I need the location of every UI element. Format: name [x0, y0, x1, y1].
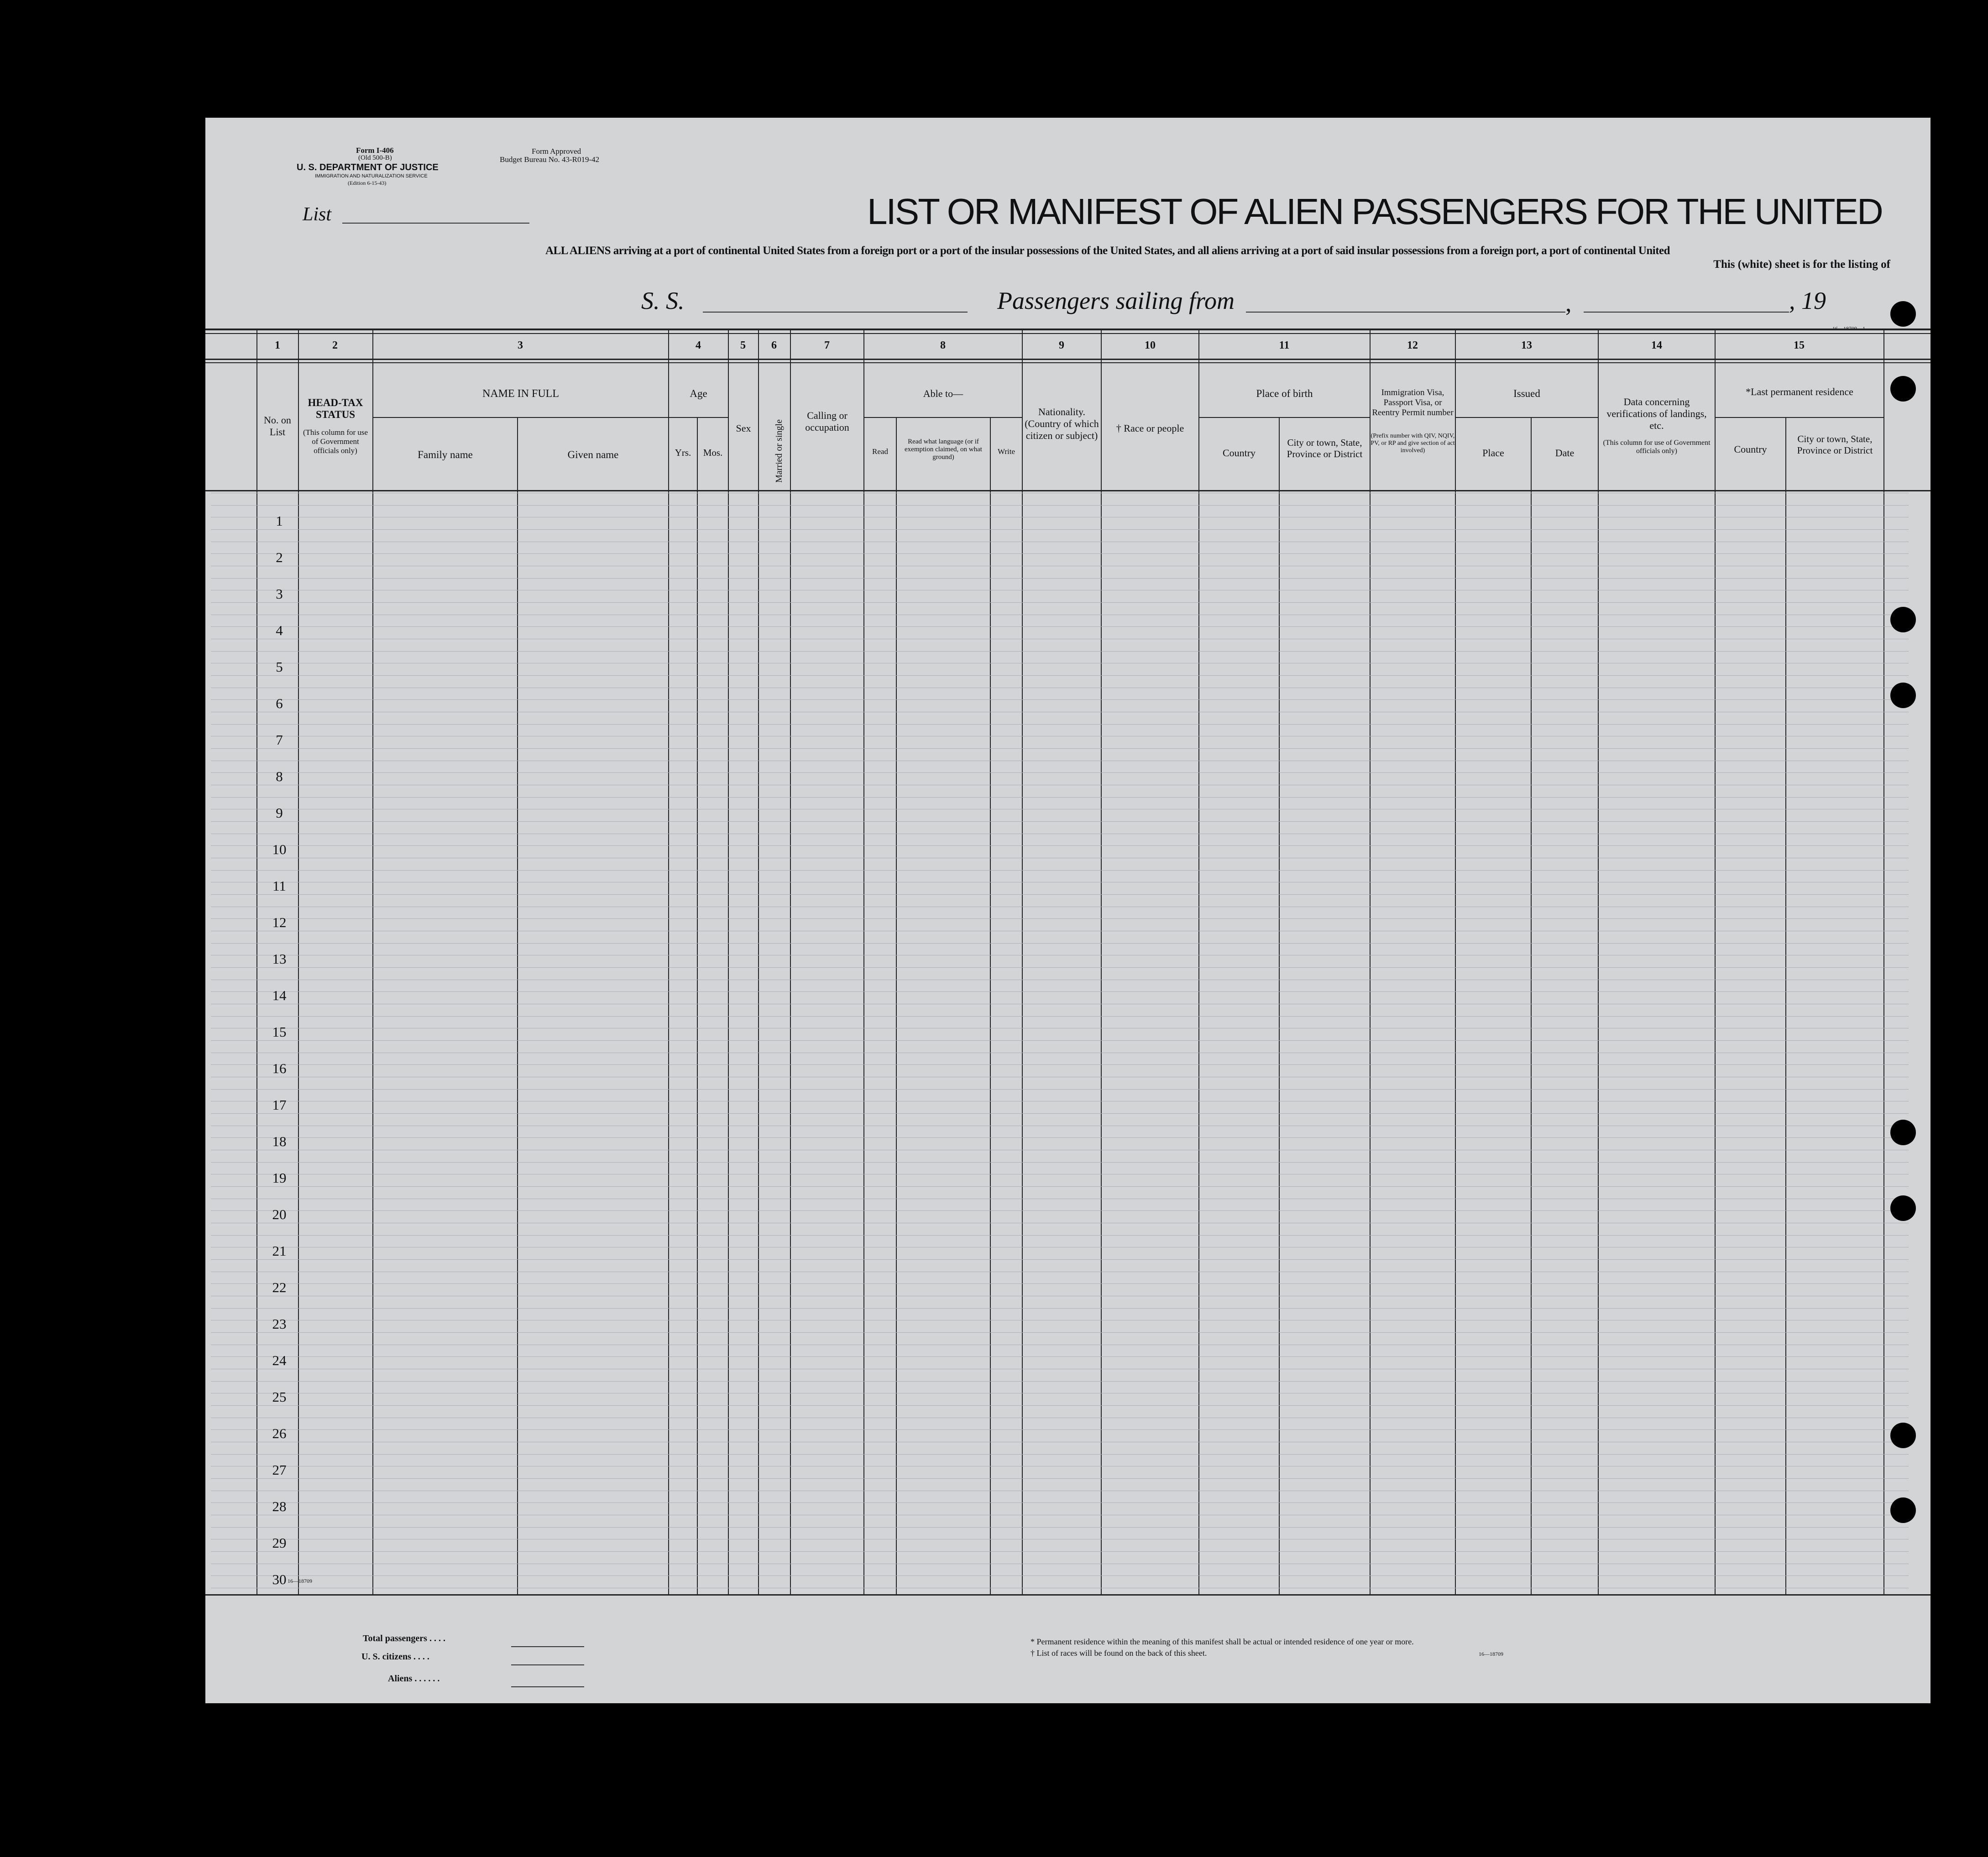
ruled-line	[211, 675, 1909, 676]
row-number: 10	[272, 841, 287, 857]
subheader-rule-name	[373, 417, 669, 418]
ruled-line	[211, 1308, 1909, 1309]
header-race: † Race or people	[1116, 423, 1184, 434]
ruled-line	[211, 943, 1909, 944]
ruled-line	[211, 1575, 1909, 1576]
subheader-rule-birth	[1198, 417, 1370, 418]
ruled-line	[211, 724, 1909, 725]
header-name-in-full: NAME IN FULL	[482, 388, 559, 400]
row-number: 13	[272, 951, 287, 967]
ruled-line	[211, 1137, 1909, 1138]
binder-hole	[1890, 1423, 1916, 1448]
row-number: 24	[272, 1352, 287, 1368]
row-number: 4	[276, 622, 283, 638]
ruled-line	[211, 1551, 1909, 1552]
sailing-from-label: Passengers sailing from	[997, 287, 1235, 314]
row-number: 27	[272, 1462, 287, 1478]
ruled-line	[211, 1381, 1909, 1382]
binder-hole	[1890, 607, 1916, 632]
column-number: 4	[696, 339, 701, 351]
row-number: 16	[272, 1060, 287, 1076]
header-issued-place: Place	[1482, 447, 1504, 459]
row-number: 17	[272, 1097, 287, 1113]
form-number: Form I-406	[356, 146, 394, 155]
old-form-number: (Old 500-B)	[358, 154, 392, 162]
row-number: 29	[272, 1535, 287, 1551]
ruled-line	[211, 626, 1909, 627]
ruled-line	[211, 797, 1909, 798]
row-number: 1	[276, 513, 283, 529]
ss-label: S. S.	[641, 287, 685, 314]
ruled-line	[211, 578, 1909, 579]
ruled-line	[211, 1162, 1909, 1163]
binder-hole	[1890, 301, 1916, 327]
ruled-line	[211, 1016, 1909, 1017]
ship-line-comma: ,	[1565, 289, 1572, 317]
total-passengers-label: Total passengers . . . .	[363, 1633, 445, 1643]
header-married-single: Married or single	[774, 419, 784, 483]
header-issued-date: Date	[1555, 447, 1575, 459]
total-passengers-blank	[511, 1646, 584, 1647]
column-number-rule	[205, 359, 1930, 360]
header-rule-top-2	[205, 333, 1930, 334]
row-number: 28	[272, 1498, 287, 1514]
service-name: IMMIGRATION AND NATURALIZATION SERVICE	[315, 173, 428, 179]
footnote-code: 16—18709	[1479, 1651, 1503, 1657]
us-citizens-label: U. S. citizens . . . .	[361, 1652, 429, 1662]
header-data-note: (This column for use of Government officials only)	[1603, 439, 1711, 455]
subtitle-line-2: This (white) sheet is for the listing of	[1713, 258, 1890, 271]
column-number: 12	[1407, 339, 1418, 351]
year-prefix: , 19	[1789, 287, 1826, 314]
ruled-line	[211, 870, 1909, 871]
table-bottom-rule	[205, 1594, 1930, 1596]
ruled-line	[211, 748, 1909, 749]
row-number: 12	[272, 914, 287, 930]
manifest-title: LIST OR MANIFEST OF ALIEN PASSENGERS FOR THE UNITED	[867, 191, 1882, 232]
ruled-line	[211, 1089, 1909, 1090]
ruled-line	[211, 894, 1909, 895]
subheader-rule-residence	[1715, 417, 1883, 418]
row-number: 15	[272, 1024, 287, 1040]
header-calling: Calling or occupation	[805, 410, 849, 433]
ruled-line	[211, 1186, 1909, 1187]
header-head-tax: HEAD-TAX STATUS	[308, 397, 363, 420]
header-write: Write	[997, 447, 1015, 456]
ruled-line	[211, 699, 1909, 700]
binder-hole	[1890, 1120, 1916, 1145]
us-citizens-blank	[511, 1664, 584, 1665]
subtitle-line-1: ALL ALIENS arriving at a port of continental United States from a foreign port or a port of the insular possessions of the United States, and all aliens arriving at a port of said insular possessions from a foreign port, a port of continental United	[545, 245, 1670, 257]
binder-hole	[1890, 1195, 1916, 1221]
footnote-races: † List of races will be found on the back of this sheet.	[1031, 1648, 1207, 1658]
aliens-label: Aliens . . . . . .	[388, 1674, 440, 1684]
manifest-sheet	[205, 118, 1930, 1703]
ruled-line	[211, 1210, 1909, 1211]
ss-blank-line	[703, 312, 968, 313]
edition-note: (Edition 6-15-43)	[348, 180, 387, 186]
column-number: 1	[275, 339, 280, 351]
row-number: 9	[276, 805, 283, 821]
header-place-of-birth: Place of birth	[1256, 388, 1313, 399]
header-age: Age	[690, 388, 707, 399]
row-number: 23	[272, 1316, 287, 1332]
budget-bureau: Budget Bureau No. 43-R019-42	[500, 155, 600, 164]
list-blank-line	[342, 223, 529, 224]
approval-note: Form Approved	[532, 147, 581, 156]
header-residence-city: City or town, State, Province or District	[1797, 433, 1873, 456]
row-number: 19	[272, 1170, 287, 1186]
ruled-line	[211, 1429, 1909, 1430]
header-birth-city: City or town, State, Province or District	[1287, 437, 1363, 459]
header-visa: Immigration Visa, Passport Visa, or Reentry Permit number	[1372, 388, 1454, 417]
header-read: Read	[872, 447, 888, 456]
footnote-permanent-residence: * Permanent residence within the meaning of this manifest shall be actual or intended residence of one year or more.	[1031, 1637, 1414, 1646]
header-sex: Sex	[736, 423, 751, 434]
column-number: 7	[824, 339, 830, 351]
row-number: 18	[272, 1133, 287, 1149]
column-number: 10	[1145, 339, 1156, 351]
bottom-code: 16—18709	[288, 1578, 312, 1584]
header-rule-bottom	[205, 490, 1930, 491]
column-number-rule-2	[205, 362, 1930, 363]
passenger-rows	[211, 493, 1909, 1670]
column-number: 3	[518, 339, 523, 351]
ruled-line	[211, 772, 1909, 773]
ruled-line	[211, 1283, 1909, 1284]
header-data-concerning: Data concerning verifications of landings, etc.	[1606, 396, 1707, 431]
column-number: 6	[771, 339, 777, 351]
header-read-language: Read what language (or if exemption claimed, on what ground)	[905, 438, 982, 461]
ruled-line	[211, 1259, 1909, 1260]
ruled-line	[211, 918, 1909, 919]
ruled-line	[211, 991, 1909, 992]
header-issued: Issued	[1513, 388, 1540, 399]
header-head-tax-note: (This column for use of Government officials only)	[303, 428, 368, 455]
ruled-line	[211, 1356, 1909, 1357]
header-birth-country: Country	[1222, 447, 1256, 459]
header-residence-country: Country	[1734, 443, 1767, 455]
aliens-blank	[511, 1686, 584, 1687]
column-number: 15	[1794, 339, 1805, 351]
column-number: 14	[1651, 339, 1662, 351]
list-label: List	[303, 204, 332, 225]
binder-hole	[1890, 683, 1916, 708]
column-number: 2	[332, 339, 338, 351]
row-number: 20	[272, 1206, 287, 1222]
port-blank-line	[1246, 312, 1565, 313]
row-number: 3	[276, 586, 283, 602]
row-number: 30	[272, 1571, 287, 1587]
row-number: 26	[272, 1425, 287, 1441]
ruled-line	[211, 1064, 1909, 1065]
ruled-line	[211, 1454, 1909, 1455]
row-number: 8	[276, 768, 283, 784]
binder-hole	[1890, 1497, 1916, 1523]
ruled-line	[211, 1502, 1909, 1503]
row-number: 22	[272, 1279, 287, 1295]
header-rule-top	[205, 329, 1930, 330]
binder-hole	[1890, 376, 1916, 402]
row-number: 5	[276, 659, 283, 675]
subheader-rule-age	[669, 417, 728, 418]
column-number: 8	[940, 339, 946, 351]
subheader-rule-issued	[1455, 417, 1598, 418]
ruled-line	[211, 1040, 1909, 1041]
ruled-line	[211, 845, 1909, 846]
header-visa-note: (Prefix number with QIV, NQIV, PV, or RP and give section of act involved)	[1371, 433, 1455, 454]
ruled-line	[211, 967, 1909, 968]
column-number: 13	[1521, 339, 1532, 351]
column-number: 11	[1279, 339, 1290, 351]
row-number: 2	[276, 549, 283, 565]
ruled-line	[211, 1478, 1909, 1479]
header-family-name: Family name	[418, 449, 473, 460]
header-given-name: Given name	[567, 449, 619, 460]
row-number: 11	[272, 878, 286, 894]
ruled-line	[211, 529, 1909, 530]
ruled-line	[211, 821, 1909, 822]
header-last-residence: *Last permanent residence	[1746, 386, 1853, 397]
header-mos: Mos.	[703, 447, 723, 458]
ruled-line	[211, 602, 1909, 603]
ruled-line	[211, 553, 1909, 554]
subheader-rule-able	[863, 417, 1022, 418]
ruled-line	[211, 1527, 1909, 1528]
header-able-to: Able to—	[923, 388, 963, 399]
ruled-line	[211, 1235, 1909, 1236]
row-number: 14	[272, 987, 287, 1003]
row-number: 25	[272, 1389, 287, 1405]
date-blank-line	[1584, 312, 1789, 313]
ruled-line	[211, 651, 1909, 652]
ruled-line	[211, 1113, 1909, 1114]
ruled-line	[211, 505, 1909, 506]
department-name: U. S. DEPARTMENT OF JUSTICE	[297, 162, 439, 172]
row-number: 6	[276, 695, 283, 711]
ruled-line	[211, 1332, 1909, 1333]
header-nationality: Nationality. (Country of which citizen or subject)	[1025, 406, 1099, 441]
ruled-line	[211, 1405, 1909, 1406]
column-number: 5	[740, 339, 746, 351]
column-number: 9	[1059, 339, 1064, 351]
header-no-on-list: No. on List	[264, 414, 291, 438]
row-number: 7	[276, 732, 283, 748]
row-number: 21	[272, 1243, 287, 1259]
header-yrs: Yrs.	[675, 447, 691, 458]
